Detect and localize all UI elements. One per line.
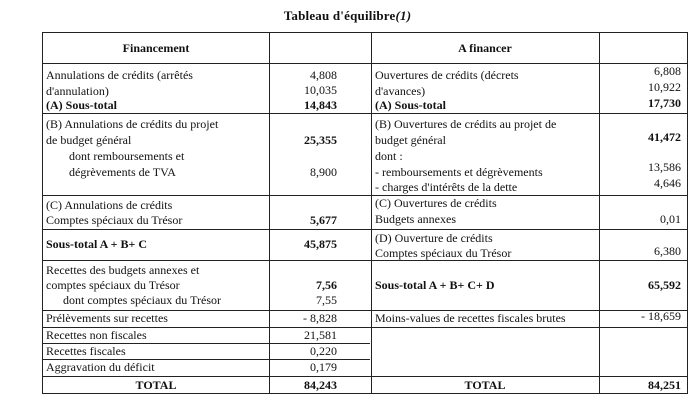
right-g4-value1: 6,380: [654, 244, 681, 258]
left-g1-line2: d'annulation): [46, 84, 109, 98]
right-g2-value2: 13,586: [648, 160, 681, 174]
left-row-aggravation: Aggravation du déficit: [46, 360, 155, 374]
total-rule: [43, 376, 687, 377]
right-g2-value1: 41,472: [648, 130, 681, 144]
right-g1-subtotal-label: (A) Sous-total: [375, 98, 446, 112]
right-g4-line2: Comptes spéciaux du Trésor: [375, 246, 512, 260]
row-rule-3: [43, 229, 687, 230]
left-g2-line2: de budget général: [46, 133, 132, 147]
left-row-prelevements-value: - 8,828: [303, 311, 337, 325]
row-rule-1: [43, 113, 687, 114]
right-total-value: 84,251: [648, 378, 681, 392]
table-title: [0, 8, 695, 24]
left-g1-value1: 4,808: [310, 68, 337, 82]
right-g4-line1: (D) Ouverture de crédits: [375, 231, 493, 245]
title-text: Tableau d'équilibre: [283, 8, 396, 23]
right-subtotal-label: Sous-total A + B+ C+ D: [375, 278, 495, 292]
title-note: (1): [395, 8, 412, 23]
row-rule-2: [43, 195, 687, 196]
left-g2-value1: 25,355: [304, 133, 337, 147]
left-subtotal-label: Sous-total A + B+ C: [46, 237, 148, 251]
right-g2-line2: budget général: [375, 133, 446, 147]
left-g3-value1: 5,677: [310, 213, 337, 227]
left-g1-subtotal-label: (A) Sous-total: [46, 98, 117, 112]
left-g4-value1: 7,56: [316, 278, 337, 292]
left-g1-subtotal-value: 14,843: [304, 98, 337, 112]
left-row-recettes-fiscales: Recettes fiscales: [46, 344, 126, 358]
col-divider-left: [269, 33, 270, 393]
left-total-value: 84,243: [304, 378, 337, 392]
right-g2-value3: 4,646: [654, 176, 681, 190]
left-g2-value2: 8,900: [310, 165, 337, 179]
col-divider-center: [371, 33, 372, 393]
left-row-prelevements: Prélèvements sur recettes: [46, 311, 168, 325]
header-a-financer: A financer: [458, 41, 512, 55]
header-financement: Financement: [122, 41, 190, 55]
left-subtotal-value: 45,875: [304, 237, 337, 251]
right-g3-line1: (C) Ouvertures de crédits: [375, 196, 497, 210]
right-g3-value1: 0,01: [660, 212, 681, 226]
left-row-recettes-fiscales-value: 0,220: [310, 344, 337, 358]
left-g3-line2: Comptes spéciaux du Trésor: [46, 213, 183, 227]
right-g1-value1: 6,808: [654, 64, 681, 78]
right-row-moins-values: Moins-values de recettes fiscales brutes: [375, 311, 566, 325]
right-g1-line2: d'avances): [375, 84, 426, 98]
right-g2-line4: - remboursements et dégrèvements: [375, 165, 543, 179]
left-row-recettes-non-fiscales: Recettes non fiscales: [46, 328, 147, 342]
left-g1-value2: 10,035: [304, 83, 337, 97]
left-g2-line3: dont remboursements et: [69, 149, 185, 163]
right-subtotal-value: 65,592: [648, 278, 681, 292]
left-g2-line1: (B) Annulations de crédits du projet: [46, 117, 219, 131]
left-row-recettes-non-fiscales-value: 21,581: [304, 328, 337, 342]
left-total-label: TOTAL: [135, 378, 177, 392]
left-g3-line1: (C) Annulations de crédits: [46, 198, 173, 212]
left-row-aggravation-value: 0,179: [310, 360, 337, 374]
right-g2-line5: - charges d'intérêts de la dette: [375, 180, 518, 194]
right-g2-line1: (B) Ouvertures de crédits au projet de: [375, 117, 557, 131]
left-g4-line2: comptes spéciaux du Trésor: [46, 278, 180, 292]
right-row-moins-values-value: - 18,659: [641, 309, 681, 323]
left-g4-line1: Recettes des budgets annexes et: [46, 263, 200, 277]
row-rule-4: [43, 260, 687, 261]
right-g2-line3: dont :: [375, 149, 403, 163]
balance-table: [42, 32, 688, 394]
right-g1-value2: 10,922: [648, 80, 681, 94]
right-g1-subtotal-value: 17,730: [648, 96, 681, 110]
left-g2-line4: dégrèvements de TVA: [69, 165, 176, 179]
left-g4-value2: 7,55: [316, 293, 337, 307]
right-g3-line2: Budgets annexes: [375, 212, 456, 226]
header-rule: [43, 63, 687, 64]
col-divider-right: [599, 33, 600, 393]
left-g1-line1: Annulations de crédits (arrêtés: [46, 68, 193, 82]
right-total-label: TOTAL: [464, 378, 506, 392]
left-g4-line3: dont comptes spéciaux du Trésor: [63, 293, 221, 307]
right-g1-line1: Ouvertures de crédits (décrets: [375, 68, 519, 82]
